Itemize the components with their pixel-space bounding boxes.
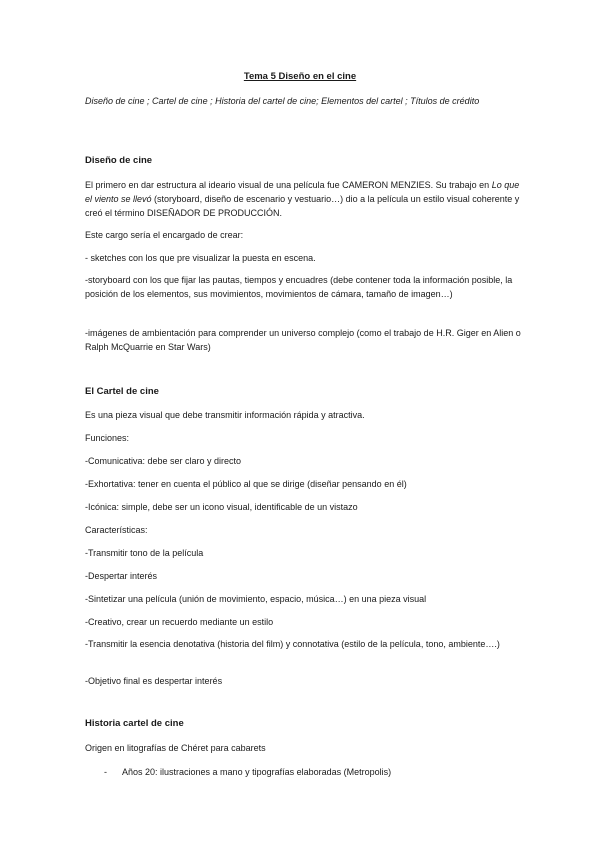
document-title: Tema 5 Diseño en el cine xyxy=(243,71,357,82)
list-item-anos-20: Años 20: ilustraciones a mano y tipografías elaboradas (Metropolis) xyxy=(122,767,392,777)
item-exhortativa: -Exhortativa: tener en cuenta el público al que se dirige (diseñar pensando en él) xyxy=(85,479,407,489)
paragraph-cargo: Este cargo sería el encargado de crear: xyxy=(85,230,244,240)
section-heading-diseno: Diseño de cine xyxy=(85,155,153,166)
paragraph-sketches: - sketches con los que pre visualizar la puesta en escena. xyxy=(85,253,316,263)
label-caracteristicas: Características: xyxy=(85,525,148,535)
paragraph-menzies-part2: (storyboard, diseño de escenario y vestuario…) dio a la película un estilo visual coherente y creó el término DISEÑADOR DE PRODUCCIÓN. xyxy=(85,194,520,218)
label-funciones: Funciones: xyxy=(85,433,130,443)
item-comunicativa: -Comunicativa: debe ser claro y directo xyxy=(85,456,242,466)
paragraph-menzies xyxy=(85,178,525,220)
item-iconica: -Icónica: simple, debe ser un icono visual, identificable de un vistazo xyxy=(85,502,358,512)
document-subtitle: Diseño de cine ; Cartel de cine ; Historia del cartel de cine; Elementos del cartel ; Títulos de crédito xyxy=(85,96,480,106)
item-objetivo: -Objetivo final es despertar interés xyxy=(85,676,223,686)
film-title-italic: Lo que el viento se llevó xyxy=(85,180,520,204)
item-esencia: -Transmitir la esencia denotativa (historia del film) y connotativa (estilo de la película, tono, ambiente….) xyxy=(85,639,500,649)
item-sintetizar: -Sintetizar una película (unión de movimiento, espacio, música…) en una pieza visual xyxy=(85,594,427,604)
section-heading-cartel: El Cartel de cine xyxy=(85,386,159,397)
paragraph-storyboard: -storyboard con los que fijar las pautas, tiempos y encuadres (debe contener toda la información posible, la posición de los elementos, sus movimientos, movimientos de cámara, tamaño de imagen…) xyxy=(85,275,513,299)
paragraph-ambientacion: -imágenes de ambientación para comprender un universo complejo (como el trabajo de H.R. Giger en Alien o Ralph McQuarrie en Star Wars) xyxy=(85,328,521,352)
item-interes: -Despertar interés xyxy=(85,571,158,581)
item-creativo: -Creativo, crear un recuerdo mediante un estilo xyxy=(85,617,274,627)
paragraph-origen: Origen en litografías de Chéret para cabarets xyxy=(85,743,266,753)
list-bullet: - xyxy=(104,767,107,777)
paragraph-pieza-visual: Es una pieza visual que debe transmitir información rápida y atractiva. xyxy=(85,410,365,420)
section-heading-historia: Historia cartel de cine xyxy=(85,718,184,729)
item-tono: -Transmitir tono de la película xyxy=(85,548,204,558)
paragraph-menzies-part1: El primero en dar estructura al ideario visual de una película fue CAMERON MENZIES. Su trabajo en xyxy=(85,180,492,190)
